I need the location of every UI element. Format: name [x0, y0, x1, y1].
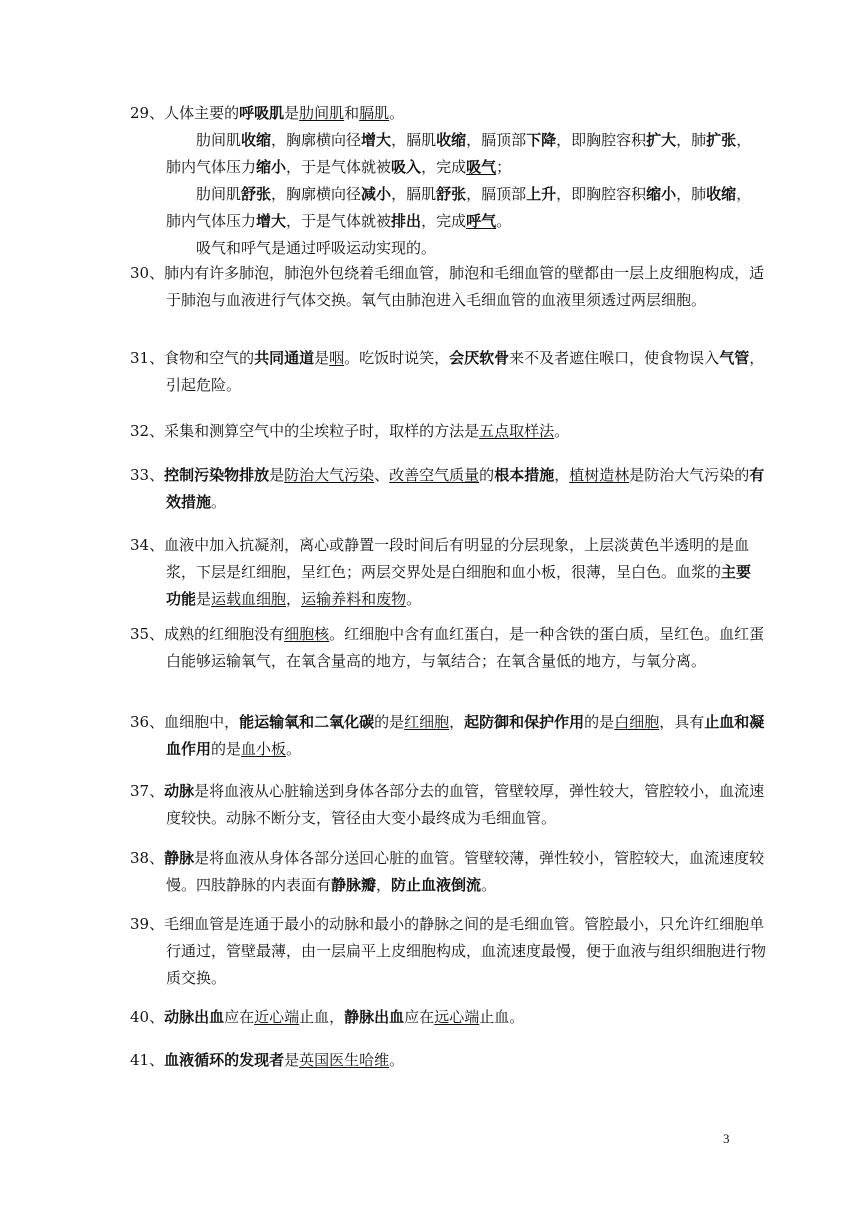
- underlined-term: 细胞核: [284, 625, 330, 643]
- text-run: 吸气和呼气是通过呼吸运动实现的。: [196, 239, 437, 257]
- text-run: ，胸廓横向径: [271, 185, 362, 203]
- item-line: [130, 1004, 766, 1031]
- text-run: ，具有: [659, 713, 705, 731]
- item-line: [130, 100, 766, 127]
- text-run: 的: [479, 466, 495, 484]
- bold-term: 收缩: [241, 131, 272, 149]
- bold-term: 起防御和保护作用: [464, 713, 585, 731]
- bold-term: 动脉: [164, 782, 195, 800]
- item-line: [130, 418, 766, 445]
- item-36: [130, 709, 766, 763]
- bold-term: 呼吸肌: [239, 104, 285, 122]
- bold-term: 吸气: [466, 158, 497, 176]
- bold-term: 增大: [361, 131, 392, 149]
- text-run: ，肺内气体压力: [166, 131, 752, 176]
- item-38: [130, 845, 766, 899]
- bold-term: 呼气: [466, 212, 497, 230]
- bold-term: 共同通道: [254, 349, 315, 367]
- bold-term: 增大: [256, 212, 287, 230]
- underlined-term: 运载血细胞: [211, 590, 287, 608]
- text-run: 36、血细胞中，: [130, 713, 240, 731]
- item-40: [130, 1004, 766, 1031]
- item-32: [130, 418, 766, 445]
- item-line: [130, 260, 766, 314]
- item-line: [166, 235, 766, 262]
- text-run: 肋间肌: [196, 185, 242, 203]
- bold-term: 血液循环的发现者: [164, 1051, 285, 1069]
- item-line: [166, 127, 766, 181]
- text-run: 39、毛细血管是连通于最小的动脉和最小的静脉之间的是毛细血管。管腔最小，只允许红细胞单行通过，管壁最薄，由一层扁平上皮细胞构成，血流速度最慢，便于血液与组织细胞进行物质交换。: [130, 915, 767, 987]
- text-run: 和: [344, 104, 360, 122]
- text-run: ，于是气体就被: [286, 212, 392, 230]
- bold-term: 扩张: [706, 131, 737, 149]
- text-run: 是: [284, 104, 300, 122]
- text-run: ，完成: [421, 212, 467, 230]
- text-run: 。: [286, 740, 302, 758]
- text-run: 35、成熟的红细胞没有: [130, 625, 285, 643]
- text-run: ，胸廓横向径: [271, 131, 362, 149]
- bold-term: 会厌软骨: [449, 349, 510, 367]
- text-run: ，膈肌: [391, 131, 437, 149]
- bold-term: 收缩: [706, 185, 737, 203]
- text-run: 是: [196, 590, 212, 608]
- text-run: ，: [449, 713, 465, 731]
- text-run: 的是: [584, 713, 615, 731]
- text-run: 、: [374, 466, 390, 484]
- item-line: [130, 1047, 766, 1074]
- text-run: ，膈顶部: [466, 131, 527, 149]
- item-41: [130, 1047, 766, 1074]
- item-line: [130, 345, 766, 399]
- text-run: 来不及者遮住喉口，使食物误入: [509, 349, 720, 367]
- text-run: 的是: [211, 740, 242, 758]
- bold-term: 有效措施: [166, 466, 765, 511]
- item-line: [130, 621, 766, 675]
- bold-term: 上升: [526, 185, 557, 203]
- bold-term: 动脉出血: [164, 1008, 225, 1026]
- underlined-term: 远心端: [434, 1008, 480, 1026]
- text-run: 。: [554, 422, 570, 440]
- text-run: 33、: [130, 466, 165, 484]
- text-run: 是: [284, 1051, 300, 1069]
- bold-term: 下降: [526, 131, 557, 149]
- item-34: [130, 532, 766, 613]
- underlined-term: 膈肌: [359, 104, 390, 122]
- bold-term: 收缩: [436, 131, 467, 149]
- bold-term: 舒张: [241, 185, 272, 203]
- text-run: ，膈顶部: [466, 185, 527, 203]
- text-run: 40、: [130, 1008, 165, 1026]
- bold-term: 静脉出血: [344, 1008, 405, 1026]
- underlined-term: 运输养料和废物: [301, 590, 407, 608]
- text-run: 29、人体主要的: [130, 104, 240, 122]
- bold-term: 排出: [391, 212, 422, 230]
- text-run: ，: [554, 466, 570, 484]
- item-line: [130, 911, 767, 992]
- item-line: [130, 778, 766, 832]
- text-run: ，膈肌: [391, 185, 437, 203]
- item-line: [130, 845, 766, 899]
- underlined-term: 英国医生哈维: [299, 1051, 390, 1069]
- text-run: 38、: [130, 849, 165, 867]
- page-number: 3: [723, 1131, 730, 1146]
- text-run: 。: [211, 493, 227, 511]
- text-run: ，引起危险。: [166, 349, 765, 394]
- item-33: [130, 462, 766, 516]
- bold-term: 控制污染物排放: [164, 466, 270, 484]
- item-30: [130, 260, 766, 314]
- text-run: 是: [269, 466, 285, 484]
- text-run: 。: [406, 590, 422, 608]
- item-line: [166, 181, 766, 235]
- item-line: [130, 709, 766, 763]
- bold-term: 静脉: [164, 849, 195, 867]
- bold-term: 根本措施: [494, 466, 555, 484]
- bold-term: 止血和凝血作用: [166, 713, 765, 758]
- text-run: 。: [496, 212, 512, 230]
- text-run: 。红细胞中含有血红蛋白，是一种含铁的蛋白质，呈红色。血红蛋白能够运输氧气，在氧含量高的地方，与氧结合；在氧含量低的地方，与氧分离。: [166, 625, 765, 670]
- text-run: 应在: [224, 1008, 255, 1026]
- text-run: 应在: [404, 1008, 435, 1026]
- text-run: 的是: [374, 713, 405, 731]
- text-run: ，: [376, 876, 392, 894]
- bold-term: 缩小: [256, 158, 287, 176]
- text-run: 。吃饭时说笑，: [344, 349, 450, 367]
- text-run: 是将血液从身体各部分送回心脏的血管。管壁较薄，弹性较小，管腔较大，血流速度较慢。四肢静脉的内表面有: [166, 849, 765, 894]
- text-run: ，于是气体就被: [286, 158, 392, 176]
- underlined-term: 血小板: [241, 740, 287, 758]
- text-run: ，肺: [676, 131, 707, 149]
- text-run: 32、采集和测算空气中的尘埃粒子时，取样的方法是: [130, 422, 480, 440]
- underlined-term: 植树造林: [569, 466, 630, 484]
- text-run: 止血。: [479, 1008, 525, 1026]
- text-run: 。: [389, 1051, 405, 1069]
- text-run: 30、肺内有许多肺泡，肺泡外包绕着毛细血管，肺泡和毛细血管的壁都由一层上皮细胞构成，适于肺泡与血液进行气体交换。氧气由肺泡进入毛细血管的血液里须透过两层细胞。: [130, 264, 765, 309]
- underlined-term: 肋间肌: [299, 104, 345, 122]
- item-37: [130, 778, 766, 832]
- item-29: [130, 100, 766, 262]
- text-run: 是将血液从心脏输送到身体各部分去的血管，管壁较厚，弹性较大，管腔较小，血流速度较快。动脉不断分支，管径由大变小最终成为毛细血管。: [166, 782, 765, 827]
- text-run: 31、食物和空气的: [130, 349, 255, 367]
- underlined-term: 五点取样法: [479, 422, 555, 440]
- text-run: ，: [286, 590, 302, 608]
- text-run: ，即胸腔容积: [556, 185, 647, 203]
- bold-term: 能运输氧和二氧化碳: [239, 713, 375, 731]
- underlined-term: 防治大气污染: [284, 466, 375, 484]
- bold-term: 缩小: [646, 185, 677, 203]
- item-39: [130, 911, 766, 992]
- underlined-term: 近心端: [254, 1008, 300, 1026]
- text-run: ；: [496, 158, 512, 176]
- bold-term: 扩大: [646, 131, 677, 149]
- text-run: ，肺: [676, 185, 707, 203]
- text-run: 是: [314, 349, 330, 367]
- item-line: [130, 532, 766, 613]
- bold-term: 防止血液倒流: [391, 876, 482, 894]
- text-run: 。: [389, 104, 405, 122]
- text-run: ，即胸腔容积: [556, 131, 647, 149]
- bold-term: 主要功能: [166, 563, 752, 608]
- bold-term: 静脉瓣: [331, 876, 377, 894]
- text-run: 37、: [130, 782, 165, 800]
- item-31: [130, 345, 766, 399]
- bold-term: 吸入: [391, 158, 422, 176]
- item-35: [130, 621, 766, 675]
- bold-term: 气管: [719, 349, 750, 367]
- bold-term: 舒张: [436, 185, 467, 203]
- underlined-term: 改善空气质量: [389, 466, 480, 484]
- text-run: 。: [481, 876, 497, 894]
- text-run: ，完成: [421, 158, 467, 176]
- underlined-term: 红细胞: [404, 713, 450, 731]
- text-run: 止血，: [299, 1008, 345, 1026]
- text-run: 41、: [130, 1051, 165, 1069]
- text-run: 肋间肌: [196, 131, 242, 149]
- item-line: [130, 462, 766, 516]
- bold-term: 减小: [361, 185, 392, 203]
- text-run: 是防治大气污染的: [629, 466, 750, 484]
- text-run: ，肺内气体压力: [166, 185, 752, 230]
- underlined-term: 咽: [329, 349, 345, 367]
- text-run: 34、血液中加入抗凝剂，离心或静置一段时间后有明显的分层现象，上层淡黄色半透明的是血浆，下层是红细胞，呈红色；两层交界处是白细胞和血小板，很薄，呈白色。血浆的: [130, 536, 750, 581]
- underlined-term: 白细胞: [614, 713, 660, 731]
